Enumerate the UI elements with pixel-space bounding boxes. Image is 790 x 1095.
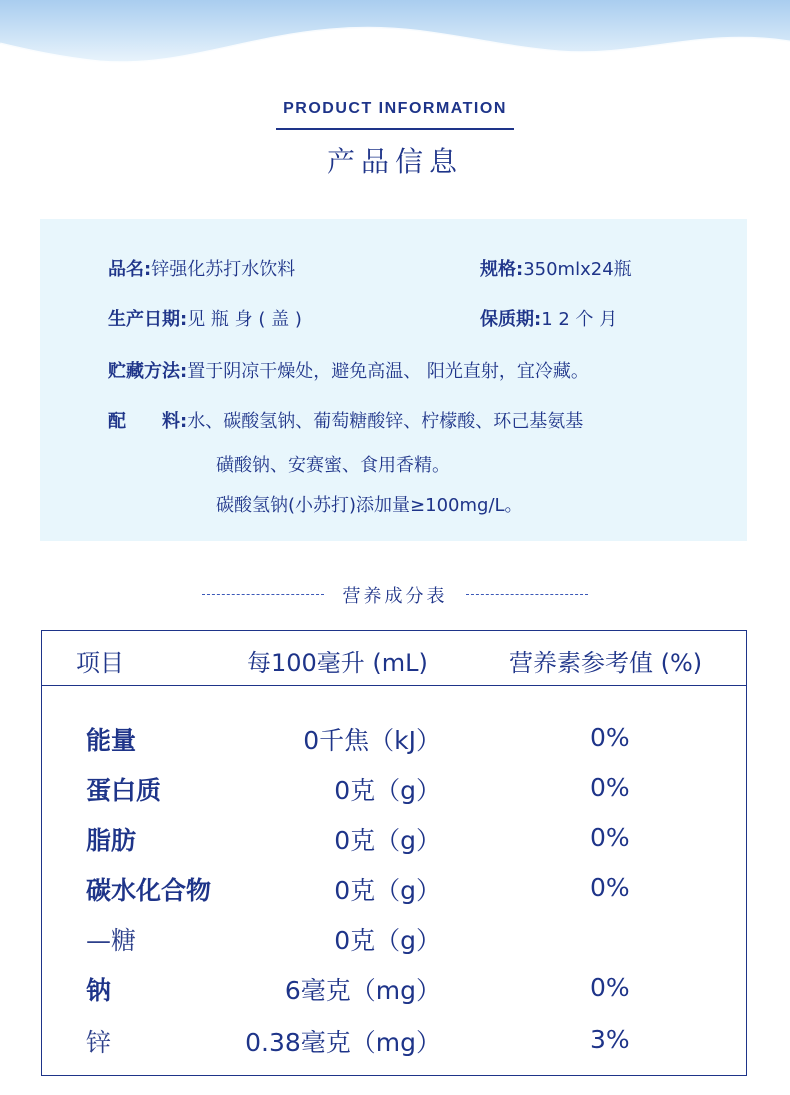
- nutrition-title-wrap: [200, 582, 590, 608]
- row-name: 能量: [86, 726, 137, 755]
- table-row: [42, 871, 746, 911]
- info-date-row: [108, 305, 302, 331]
- info-spec-row: [480, 255, 632, 281]
- table-row: [42, 1023, 746, 1063]
- row-name: 脂肪: [86, 826, 137, 855]
- row-nrv: 0%: [590, 773, 630, 802]
- row-amount: 0千焦（kJ）: [303, 726, 441, 755]
- info-spec-value: 350mlx24瓶: [523, 259, 632, 280]
- info-storage-row: [108, 357, 589, 383]
- row-nrv: 0%: [590, 873, 630, 902]
- table-row: [42, 971, 746, 1011]
- row-name: 锌: [86, 1028, 112, 1057]
- info-spec-label: 规格:: [480, 259, 524, 280]
- info-name-value: 锌强化苏打水饮料: [151, 259, 296, 280]
- nutrition-title: 营养成分表: [342, 586, 448, 607]
- table-row: [42, 721, 746, 761]
- info-name-label: 品名:: [108, 259, 152, 280]
- header-per100: 每100毫升 (mL): [247, 649, 428, 677]
- table-row: [42, 921, 746, 961]
- info-name-row: [108, 255, 295, 281]
- row-amount: 0克（g）: [334, 926, 441, 955]
- table-header-row: [42, 631, 746, 686]
- header-nrv: 营养素参考值 (%): [509, 649, 703, 677]
- row-nrv: 3%: [590, 1025, 630, 1054]
- dash-right: [466, 594, 588, 595]
- info-date-value: 见 瓶 身 ( 盖 ): [187, 309, 302, 330]
- row-name: 钠: [86, 976, 112, 1005]
- info-storage-label: 贮藏方法:: [108, 361, 188, 382]
- row-amount: 0.38毫克（mg）: [245, 1028, 441, 1057]
- row-amount: 0克（g）: [334, 876, 441, 905]
- info-ingredients-line2: 磺酸钠、安赛蜜、食用香精。: [216, 455, 450, 476]
- table-row: [42, 771, 746, 811]
- info-ingredients-row: [108, 407, 583, 433]
- info-ingredients-label: 配 料:: [108, 411, 188, 432]
- info-shelf-row: [480, 305, 617, 331]
- product-info-panel: [40, 219, 747, 541]
- wave-decoration: [0, 0, 790, 80]
- info-storage-value: 置于阴凉干燥处，避免高温、 阳光直射，宜冷藏。: [187, 361, 589, 382]
- row-name: 蛋白质: [86, 776, 162, 805]
- header-title-cn: 产品信息: [326, 145, 463, 178]
- row-nrv: 0%: [590, 723, 630, 752]
- row-nrv: 0%: [590, 823, 630, 852]
- info-date-label: 生产日期:: [108, 309, 188, 330]
- row-amount: 0克（g）: [334, 826, 441, 855]
- row-amount: 0克（g）: [334, 776, 441, 805]
- nutrition-table: [41, 630, 747, 1076]
- row-amount: 6毫克（mg）: [284, 976, 441, 1005]
- header-divider: [276, 128, 514, 130]
- row-name: —糖: [86, 926, 137, 955]
- row-name: 碳水化合物: [86, 876, 212, 905]
- table-row: [42, 821, 746, 861]
- row-nrv: 0%: [590, 973, 630, 1002]
- info-shelf-label: 保质期:: [480, 309, 542, 330]
- header-title-en: PRODUCT INFORMATION: [283, 100, 507, 117]
- info-ingredients-line1: 水、碳酸氢钠、葡萄糖酸锌、柠檬酸、环己基氨基: [187, 411, 584, 432]
- info-shelf-value: 1 2 个 月: [541, 309, 618, 330]
- info-ingredients-line3: 碳酸氢钠(小苏打)添加量≥100mg/L。: [216, 495, 523, 516]
- header-item: 项目: [76, 649, 124, 677]
